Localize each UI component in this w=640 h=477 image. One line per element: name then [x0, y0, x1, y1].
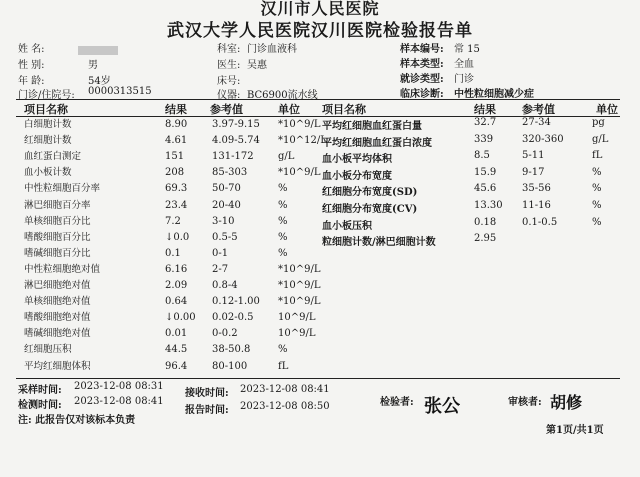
item-name: 血红蛋白测定: [24, 151, 82, 163]
reference-range: 9-17: [522, 166, 545, 178]
result-value: 8.5: [474, 150, 490, 162]
result-value: 0.01: [165, 328, 188, 340]
page-number: 第1页/共1页: [546, 425, 604, 436]
dept-label: 科室:: [217, 44, 241, 55]
result-value: 4.61: [165, 135, 188, 147]
reference-range: 0-1: [212, 247, 229, 259]
result-value: 13.30: [474, 200, 503, 211]
sex-label: 性 别:: [18, 60, 45, 71]
redacted-name: [78, 40, 118, 59]
reference-range: 0.02-0.5: [212, 312, 254, 324]
result-value: ↓0.0: [165, 231, 190, 243]
result-value: 15.9: [474, 166, 497, 178]
result-value: ↓0.00: [165, 312, 196, 324]
reference-range: 20-40: [212, 199, 241, 211]
age-label: 年 龄:: [18, 76, 45, 87]
reference-range: 320-360: [522, 133, 564, 145]
diagnosis-label: 临床诊断:: [400, 89, 444, 100]
hospital-name: 汉川市人民医院: [260, 0, 380, 18]
result-value: 45.6: [474, 183, 497, 195]
col-ref-left: 参考值: [210, 103, 243, 116]
item-name: 嗜碱细胞百分比: [24, 247, 91, 259]
reference-range: 0.1-0.5: [522, 216, 558, 228]
unit: g/L: [278, 151, 295, 163]
result-value: 0.64: [165, 296, 188, 308]
reference-range: 2-7: [212, 263, 229, 275]
name-label: 姓 名:: [18, 44, 45, 55]
visit-type-label: 就诊类型:: [400, 74, 444, 85]
reference-range: 11-16: [522, 200, 551, 211]
receive-time: 2023-12-08 08:41: [240, 384, 330, 395]
reference-range: 5-11: [522, 150, 545, 162]
item-name: 平均红细胞血红蛋白浓度: [322, 137, 432, 149]
item-name: 单核细胞绝对值: [24, 296, 91, 308]
item-name: 红细胞分布宽度(CV): [322, 204, 418, 215]
item-name: 血小板平均体积: [322, 154, 392, 166]
unit: %: [278, 215, 288, 227]
unit: *10^9/L: [278, 119, 321, 130]
item-name: 红细胞压积: [24, 344, 72, 356]
item-name: 嗜酸细胞绝对值: [24, 312, 91, 324]
unit: *10^9/L: [278, 167, 321, 179]
diagnosis-value: 中性粒细胞减少症: [454, 89, 534, 100]
reference-range: 35-56: [522, 183, 551, 195]
item-name: 平均红细胞体积: [24, 360, 91, 372]
unit: *10^9/L: [278, 296, 321, 308]
result-value: 339: [474, 133, 494, 145]
sample-type-value: 全血: [454, 59, 474, 70]
reference-range: 131-172: [212, 151, 254, 163]
item-name: 红细胞分布宽度(SD): [322, 187, 418, 199]
item-name: 单核细胞百分比: [24, 215, 91, 227]
result-value: 44.5: [165, 344, 188, 356]
result-value: 23.4: [165, 199, 188, 211]
unit: fL: [592, 150, 603, 162]
result-value: 2.95: [474, 233, 497, 245]
result-value: 208: [165, 167, 185, 179]
result-value: 0.1: [165, 247, 181, 259]
unit: *10^9/L: [278, 280, 321, 291]
test-time: 2023-12-08 08:41: [74, 396, 164, 407]
result-value: 32.7: [474, 117, 497, 128]
result-value: 8.90: [165, 119, 188, 130]
unit: %: [278, 231, 288, 243]
item-name: 血小板压积: [322, 220, 372, 232]
col-item-left: 项目名称: [24, 103, 68, 116]
unit: pg: [592, 117, 605, 128]
sex-value: 男: [88, 60, 98, 71]
sample-no-label: 样本编号:: [400, 44, 444, 55]
unit: %: [592, 166, 602, 178]
unit: %: [592, 200, 602, 211]
unit: g/L: [592, 133, 609, 145]
sample-type-label: 样本类型:: [400, 59, 444, 70]
col-unit-right: 单位: [596, 103, 618, 116]
table-rule-bottom: [16, 378, 620, 379]
sample-no-value: 常 15: [454, 44, 480, 55]
unit: 10^9/L: [278, 312, 316, 324]
item-name: 血小板计数: [24, 167, 72, 179]
doctor-value: 吴惠: [247, 60, 267, 71]
unit: %: [592, 216, 602, 228]
header-rule-top: [16, 99, 620, 100]
reference-range: 38-50.8: [212, 344, 251, 356]
unit: %: [592, 183, 602, 195]
sample-time-label: 采样时间:: [18, 385, 62, 396]
sample-time: 2023-12-08 08:31: [74, 381, 164, 392]
report-time: 2023-12-08 08:50: [240, 401, 330, 412]
item-name: 粒细胞计数/淋巴细胞计数: [322, 237, 436, 249]
col-result-right: 结果: [474, 103, 496, 116]
col-result-left: 结果: [165, 103, 187, 116]
reference-range: 27-34: [522, 117, 551, 128]
result-value: 69.3: [165, 183, 188, 195]
reference-range: 0.8-4: [212, 280, 238, 291]
result-value: 7.2: [165, 215, 181, 227]
item-name: 嗜碱细胞绝对值: [24, 328, 91, 340]
unit: fL: [278, 360, 289, 372]
report-title: 武汉大学人民医院汉川医院检验报告单: [167, 21, 473, 41]
reviewer-signature: 胡修: [550, 393, 583, 412]
result-value: 96.4: [165, 360, 188, 372]
unit: *10^9/L: [278, 263, 321, 275]
item-name: 白细胞计数: [24, 119, 72, 130]
reference-range: 0.12-1.00: [212, 296, 260, 308]
item-name: 嗜酸细胞百分比: [24, 231, 91, 243]
reference-range: 80-100: [212, 360, 248, 372]
unit: %: [278, 344, 288, 356]
instrument-label: 仪器:: [217, 90, 241, 101]
reference-range: 3-10: [212, 215, 235, 227]
instrument-value: BC6900流水线: [247, 90, 318, 101]
result-value: 151: [165, 151, 185, 163]
doctor-label: 医生:: [217, 60, 241, 71]
reference-range: 3.97-9.15: [212, 119, 260, 130]
result-value: 2.09: [165, 280, 188, 291]
reference-range: 4.09-5.74: [212, 135, 260, 147]
reference-range: 50-70: [212, 183, 241, 195]
receive-time-label: 接收时间:: [185, 388, 229, 399]
reviewer-label: 审核者:: [508, 397, 542, 408]
disclaimer-note: 注: 此报告仅对该标本负责: [18, 415, 136, 426]
tester-label: 检验者:: [380, 397, 414, 408]
item-name: 淋巴细胞百分率: [24, 199, 91, 211]
reference-range: 0.5-5: [212, 231, 238, 243]
unit: 10^9/L: [278, 328, 316, 340]
unit: %: [278, 247, 288, 259]
item-name: 淋巴细胞绝对值: [24, 280, 91, 291]
unit: %: [278, 183, 288, 195]
result-value: 0.18: [474, 216, 497, 228]
unit: %: [278, 199, 288, 211]
id-value: 0000313515: [88, 86, 152, 97]
dept-value: 门诊血液科: [247, 44, 297, 55]
visit-type-value: 门诊: [454, 74, 474, 85]
col-unit-left: 单位: [278, 103, 300, 116]
item-name: 平均红细胞血红蛋白量: [322, 121, 422, 132]
bed-label: 床号:: [217, 76, 241, 87]
result-value: 6.16: [165, 263, 188, 275]
unit: *10^12/L: [278, 135, 327, 147]
tester-signature: 张公: [424, 396, 460, 417]
item-name: 中性粒细胞绝对值: [24, 263, 101, 275]
id-label: 门诊/住院号:: [18, 90, 75, 101]
col-ref-right: 参考值: [522, 103, 555, 116]
item-name: 中性粒细胞百分率: [24, 183, 101, 195]
reference-range: 0-0.2: [212, 328, 238, 340]
age-value: 54岁: [88, 76, 111, 87]
report-time-label: 报告时间:: [185, 405, 229, 416]
reference-range: 85-303: [212, 167, 248, 179]
test-time-label: 检测时间:: [18, 400, 62, 411]
col-item-right: 项目名称: [322, 103, 366, 116]
item-name: 血小板分布宽度: [322, 170, 392, 182]
item-name: 红细胞计数: [24, 135, 72, 147]
